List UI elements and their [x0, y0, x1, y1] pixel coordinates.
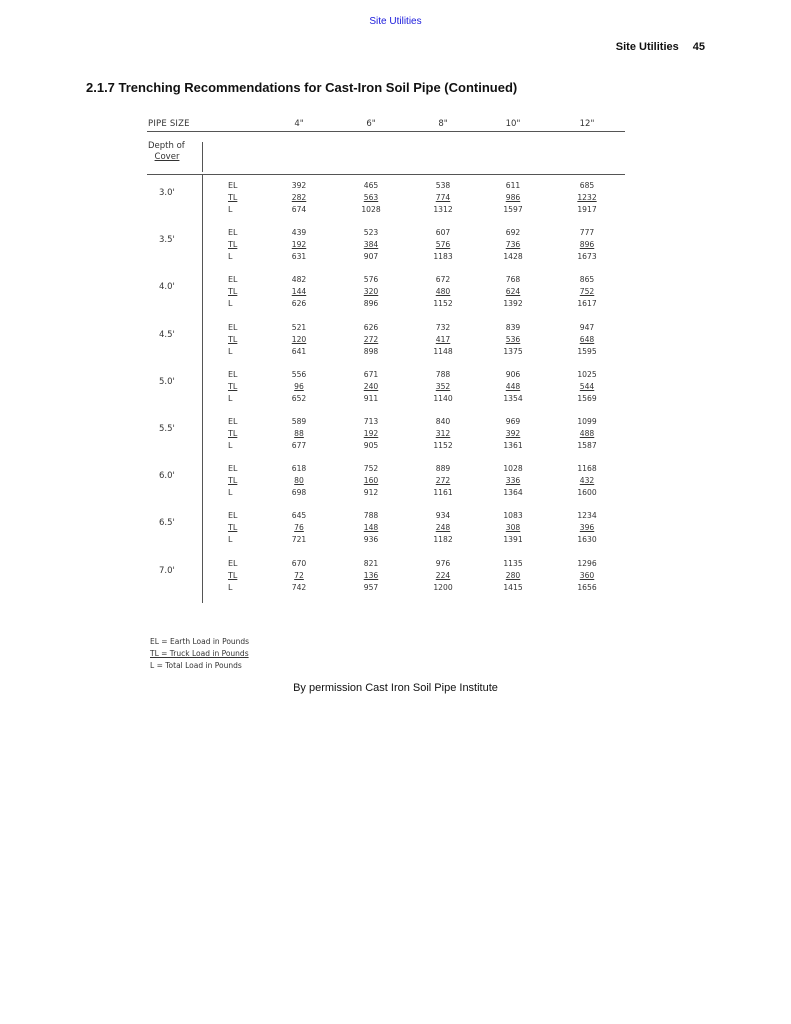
table-cell: 969	[505, 416, 521, 426]
depth-value: 7.0'	[159, 565, 175, 576]
table-cell: 936	[363, 535, 379, 545]
table-cell: 1600	[577, 488, 597, 498]
depth-value: 6.0'	[159, 471, 175, 482]
table-cell: 1148	[433, 346, 453, 356]
load-type-label: L	[228, 582, 233, 592]
table-cell: 896	[579, 240, 595, 250]
table-cell: 439	[291, 228, 307, 238]
table-cell: 674	[291, 205, 307, 214]
load-type-label: EL	[228, 181, 238, 190]
table-cell: 947	[579, 322, 595, 332]
table-cell: 752	[579, 287, 595, 297]
legend-item: TL = Truck Load in Pounds	[150, 649, 249, 658]
load-type-label: EL	[228, 275, 238, 285]
table-cell: 480	[435, 287, 451, 297]
header-link[interactable]: Site Utilities	[369, 16, 422, 27]
table-cell: 1617	[577, 299, 597, 309]
table-cell: 777	[579, 228, 595, 238]
table-cell: 1140	[433, 393, 453, 403]
table-cell: 1099	[577, 416, 597, 426]
legend	[150, 636, 249, 672]
table-cell: 448	[505, 381, 521, 391]
table-cell: 96	[294, 381, 304, 391]
page-number: 45	[692, 41, 705, 53]
table-cell: 521	[291, 322, 307, 332]
load-type-label: TL	[228, 240, 238, 250]
table-cell: 1354	[503, 393, 523, 403]
table-cell: 488	[579, 428, 595, 438]
size-header: 10"	[505, 119, 521, 129]
table-cell: 536	[505, 334, 521, 344]
table-cell: 986	[505, 193, 521, 202]
load-type-label: EL	[228, 228, 238, 238]
table-cell: 1587	[577, 440, 597, 450]
load-type-label: TL	[228, 334, 238, 344]
table-cell: 1392	[503, 299, 523, 309]
table-cell: 1135	[503, 558, 523, 568]
table-header-row	[147, 116, 625, 132]
load-type-label: TL	[228, 476, 238, 486]
table-cell: 282	[291, 193, 307, 202]
table-cell: 148	[363, 523, 379, 533]
table-cell: 465	[363, 181, 379, 190]
load-row-l	[147, 252, 625, 263]
load-row-el	[147, 464, 625, 475]
depth-group	[147, 458, 625, 505]
table-cell: 648	[579, 334, 595, 344]
depth-label-line-2: Cover	[154, 152, 180, 162]
load-row-tl	[147, 335, 625, 346]
table-cell: 732	[435, 322, 451, 332]
load-type-label: L	[228, 346, 233, 356]
credit-line: By permission Cast Iron Soil Pipe Institute	[293, 682, 498, 694]
load-type-label: TL	[228, 193, 238, 202]
table-cell: 248	[435, 523, 451, 533]
table-cell: 1028	[503, 464, 523, 474]
pipe-size-label: PIPE SIZE	[148, 119, 190, 129]
table-cell: 1200	[433, 582, 453, 592]
table-cell: 1182	[433, 535, 453, 545]
table-cell: 652	[291, 393, 307, 403]
running-head	[616, 41, 705, 53]
table-cell: 144	[291, 287, 307, 297]
table-cell: 482	[291, 275, 307, 285]
size-header: 4"	[294, 119, 304, 129]
load-type-label: L	[228, 205, 233, 214]
load-type-label: TL	[228, 570, 238, 580]
size-header: 12"	[579, 119, 595, 129]
table-cell: 1312	[433, 205, 453, 214]
table-cell: 312	[435, 428, 451, 438]
table-cell: 1595	[577, 346, 597, 356]
table-cell: 976	[435, 558, 451, 568]
load-row-el	[147, 370, 625, 381]
table-cell: 692	[505, 228, 521, 238]
table-cell: 1917	[577, 205, 597, 214]
table-cell: 88	[294, 428, 304, 438]
table-cell: 1296	[577, 558, 597, 568]
table-cell: 396	[579, 523, 595, 533]
load-type-label: L	[228, 440, 233, 450]
table-cell: 752	[363, 464, 379, 474]
depth-value: 4.0'	[159, 282, 175, 293]
load-type-label: TL	[228, 381, 238, 391]
table-cell: 384	[363, 240, 379, 250]
table-cell: 589	[291, 416, 307, 426]
load-row-tl	[147, 571, 625, 582]
table-cell: 1168	[577, 464, 597, 474]
table-cell: 432	[579, 476, 595, 486]
table-cell: 392	[505, 428, 521, 438]
table-cell: 645	[291, 511, 307, 521]
load-type-label: L	[228, 393, 233, 403]
load-row-el	[147, 228, 625, 239]
depth-group	[147, 222, 625, 269]
depth-group	[147, 364, 625, 411]
table-cell: 912	[363, 488, 379, 498]
depth-header-row	[147, 132, 625, 175]
table-cell: 1161	[433, 488, 453, 498]
load-row-l	[147, 488, 625, 499]
load-type-label: EL	[228, 416, 238, 426]
load-row-l	[147, 347, 625, 358]
table-cell: 417	[435, 334, 451, 344]
table-cell: 626	[363, 322, 379, 332]
table-cell: 1569	[577, 393, 597, 403]
table-cell: 336	[505, 476, 521, 486]
load-row-tl	[147, 476, 625, 487]
table-cell: 1364	[503, 488, 523, 498]
legend-item: L = Total Load in Pounds	[150, 661, 242, 670]
table-cell: 957	[363, 582, 379, 592]
load-type-label: EL	[228, 322, 238, 332]
depth-value: 6.5'	[159, 518, 175, 529]
table-cell: 1428	[503, 252, 523, 262]
table-cell: 865	[579, 275, 595, 285]
table-cell: 1375	[503, 346, 523, 356]
table-cell: 360	[579, 570, 595, 580]
table-cell: 556	[291, 369, 307, 379]
table-cell: 1361	[503, 440, 523, 450]
table-cell: 906	[505, 369, 521, 379]
table-cell: 631	[291, 252, 307, 262]
load-type-label: TL	[228, 287, 238, 297]
table-cell: 611	[505, 181, 521, 190]
depth-value: 5.5'	[159, 423, 175, 434]
depth-of-cover-label	[148, 141, 186, 163]
table-cell: 934	[435, 511, 451, 521]
load-type-label: L	[228, 488, 233, 498]
table-cell: 839	[505, 322, 521, 332]
table-cell: 889	[435, 464, 451, 474]
table-cell: 192	[363, 428, 379, 438]
load-type-label: EL	[228, 369, 238, 379]
table-cell: 721	[291, 535, 307, 545]
table-cell: 840	[435, 416, 451, 426]
load-row-tl	[147, 287, 625, 298]
table-cell: 1415	[503, 582, 523, 592]
table-cell: 576	[363, 275, 379, 285]
table-cell: 641	[291, 346, 307, 356]
depth-group	[147, 411, 625, 458]
section-title: 2.1.7 Trenching Recommendations for Cast-Iron Soil Pipe (Continued)	[86, 80, 518, 95]
load-row-l	[147, 394, 625, 405]
table-cell: 1152	[433, 440, 453, 450]
table-cell: 224	[435, 570, 451, 580]
depth-group	[147, 175, 625, 222]
table-cell: 192	[291, 240, 307, 250]
size-header: 6"	[366, 119, 376, 129]
table-cell: 911	[363, 393, 379, 403]
load-row-l	[147, 441, 625, 452]
table-cell: 624	[505, 287, 521, 297]
table-cell: 272	[435, 476, 451, 486]
load-type-label: TL	[228, 428, 238, 438]
depth-value: 4.5'	[159, 329, 175, 340]
load-row-el	[147, 511, 625, 522]
table-cell: 677	[291, 440, 307, 450]
load-type-label: EL	[228, 558, 238, 568]
table-cell: 768	[505, 275, 521, 285]
table-cell: 1673	[577, 252, 597, 262]
table-cell: 1630	[577, 535, 597, 545]
table-cell: 671	[363, 369, 379, 379]
table-cell: 774	[435, 193, 451, 202]
load-row-el	[147, 323, 625, 334]
table-cell: 308	[505, 523, 521, 533]
depth-value: 5.0'	[159, 376, 175, 387]
table-body	[147, 175, 625, 600]
table-cell: 1232	[577, 193, 597, 202]
depth-group	[147, 553, 625, 600]
load-row-tl	[147, 382, 625, 393]
table-cell: 538	[435, 181, 451, 190]
load-type-label: L	[228, 252, 233, 262]
table-cell: 1597	[503, 205, 523, 214]
load-type-label: EL	[228, 511, 238, 521]
load-row-tl	[147, 523, 625, 534]
table-cell: 280	[505, 570, 521, 580]
load-type-label: TL	[228, 523, 238, 533]
table-cell: 788	[435, 369, 451, 379]
depth-group	[147, 317, 625, 364]
load-row-tl	[147, 240, 625, 251]
table-cell: 905	[363, 440, 379, 450]
table-cell: 736	[505, 240, 521, 250]
table-cell: 1152	[433, 299, 453, 309]
load-row-el	[147, 417, 625, 428]
table-cell: 320	[363, 287, 379, 297]
table-cell: 907	[363, 252, 379, 262]
load-type-label: L	[228, 535, 233, 545]
table-cell: 352	[435, 381, 451, 391]
table-cell: 898	[363, 346, 379, 356]
table-cell: 1025	[577, 369, 597, 379]
table-cell: 80	[294, 476, 304, 486]
load-row-l	[147, 205, 625, 216]
table-cell: 563	[363, 193, 379, 202]
table-cell: 788	[363, 511, 379, 521]
table-cell: 523	[363, 228, 379, 238]
depth-value: 3.5'	[159, 235, 175, 246]
table-cell: 72	[294, 570, 304, 580]
table-cell: 1391	[503, 535, 523, 545]
table-cell: 392	[291, 181, 307, 190]
depth-label-line-1: Depth of	[148, 141, 185, 151]
depth-group	[147, 269, 625, 316]
table-cell: 120	[291, 334, 307, 344]
size-header: 8"	[438, 119, 448, 129]
table-cell: 618	[291, 464, 307, 474]
load-row-el	[147, 275, 625, 286]
table-cell: 896	[363, 299, 379, 309]
load-row-l	[147, 583, 625, 594]
load-table	[147, 116, 625, 600]
table-cell: 713	[363, 416, 379, 426]
load-row-tl	[147, 193, 625, 204]
table-cell: 607	[435, 228, 451, 238]
table-cell: 1656	[577, 582, 597, 592]
table-cell: 685	[579, 181, 595, 190]
table-cell: 136	[363, 570, 379, 580]
header-divider	[202, 142, 203, 172]
load-row-tl	[147, 429, 625, 440]
load-row-l	[147, 535, 625, 546]
table-cell: 1234	[577, 511, 597, 521]
table-cell: 1083	[503, 511, 523, 521]
legend-item: EL = Earth Load in Pounds	[150, 637, 250, 646]
load-row-el	[147, 181, 625, 192]
table-cell: 76	[294, 523, 304, 533]
table-cell: 576	[435, 240, 451, 250]
depth-value: 3.0'	[159, 188, 175, 198]
load-type-label: EL	[228, 464, 238, 474]
table-cell: 698	[291, 488, 307, 498]
table-cell: 670	[291, 558, 307, 568]
running-head-title: Site Utilities	[615, 41, 679, 53]
table-cell: 626	[291, 299, 307, 309]
table-cell: 1028	[361, 205, 381, 214]
table-cell: 544	[579, 381, 595, 391]
table-cell: 240	[363, 381, 379, 391]
load-row-el	[147, 559, 625, 570]
table-cell: 672	[435, 275, 451, 285]
table-cell: 272	[363, 334, 379, 344]
load-row-l	[147, 299, 625, 310]
table-cell: 1183	[433, 252, 453, 262]
load-type-label: L	[228, 299, 233, 309]
table-cell: 821	[363, 558, 379, 568]
depth-group	[147, 505, 625, 552]
table-cell: 160	[363, 476, 379, 486]
table-cell: 742	[291, 582, 307, 592]
